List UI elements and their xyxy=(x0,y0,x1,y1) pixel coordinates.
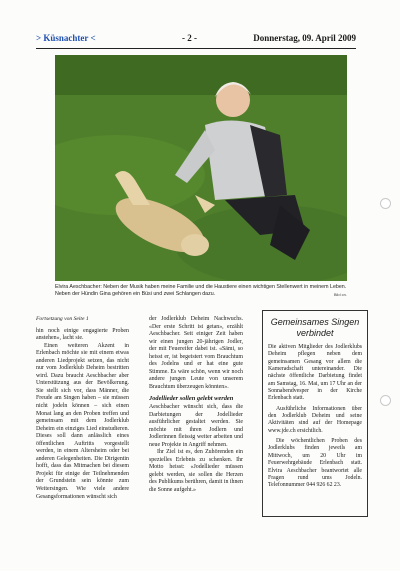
article-paragraph: der Jodlerklub Deheim Nachwuchs. «Der erste Schritt ist getan», erzählt Aeschbacher. Seit einiger Zeit haben wir einen jungen 20-jährigen Jodler, der mit Feuereifer dabei ist. «Sämi, so heisst er, ist begeistert vom Brauchtum des Jodelns und er hat eine gute Stimme. Es wäre schön, wenn wir noch andere jungen Leute von unserem Brauchtum überzeugen könnten». xyxy=(149,316,243,390)
info-box-paragraph: Die aktiven Mitglieder des Jodlerklubs Deheim pflegen neben dem gemeinsamen Gesang vor allem die Kameradschaft untereinander. Die nächste öffentliche Darbietung findet am Samstag, 16. Mai, um 17 Uhr an der Sonnabendvesper in der Kirche Erlenbach statt. xyxy=(268,344,362,402)
info-box-paragraph: Die wöchentlichen Proben des Jodlerklubs finden jeweils am Mittwoch, um 20 Uhr im Feuerwehrgebäude Erlenbach statt. Elvira Aeschbacher beantwortet alle Fragen rund ums Jodeln. Telefonnummer 044 926 62 23. xyxy=(268,438,362,489)
article-photo xyxy=(55,55,347,281)
photo-credit: Bild cn. xyxy=(333,292,347,297)
article-paragraph: Ihr Ziel ist es, den Zuhörenden ein spezielles Erlebnis zu schenken. Ihr Motto heisst: «Jodellieder müssen gelebt werden, sie sollen die Herzen des Publikums berühren, damit in ihnen die Sonne aufgeht.» xyxy=(149,449,243,494)
info-box xyxy=(262,310,368,517)
section-name: > Küsnachter < xyxy=(36,33,96,43)
article-paragraph: Aeschbacher wünscht sich, dass die Darbietungen der Jodellieder ausführlicher gestaltet werden. Sie möchte mit ihren Jodlern und Jodlerinnen fleissig weiter arbeiten und neue Projekte in Angriff nehmen. xyxy=(149,404,243,448)
article-column-1 xyxy=(36,316,129,501)
article-subheading: Jodellieder sollen gelebt werden xyxy=(149,395,234,403)
article-column-2 xyxy=(149,316,243,495)
header-rule xyxy=(36,48,356,49)
punch-hole xyxy=(380,395,391,406)
article-paragraph: hin noch einige engagierte Proben anstehen», lacht sie. xyxy=(36,327,129,342)
article-paragraph: Einen weiteren Akzent in Erlenbach möchte sie mit einem etwas anderen Liedprojekt setzen, das nicht nur vom Jodlerklub Deheim bestritten wird. Dazu braucht Aeschbacher aber Unterstützung aus der Bevölkerung. Sie stellt sich vor, dass Männer, die Freude am Singen haben – sie müssen nicht jodeln können – sich einen Monat lang an den Proben treffen und gemeinsam mit dem Jodlerklub Deheim ein einziges Lied einstudieren. Dieses soll dann anlässlich eines öffentlichen Auftritts vorgestellt werden, in einem Altersheim oder bei anderen Gelegenheiten. Die Dirigentin hofft, dass das Mitmachen bei diesem Projekt für einige der Teilnehmenden der Grundstein sein könnte zum Weitersingen. Wie viele andere Gesangsformationen wünscht sich xyxy=(36,342,129,500)
issue-date: Donnerstag, 09. April 2009 xyxy=(253,33,356,43)
continuation-note: Fortsetzung von Seite 1 xyxy=(36,316,89,322)
info-box-paragraph: Ausführliche Informationen über den Jodlerklub Deheim und seine Aktivitäten sind auf der Homepage www.jde.ch ersichtlich. xyxy=(268,405,362,434)
page-header xyxy=(36,33,356,47)
punch-hole xyxy=(380,198,391,209)
photo-illustration xyxy=(55,55,347,281)
photo-caption: Elvira Aeschbacher: Neben der Musik haben meine Familie und die Haustiere einen wichtigen Stellenwert in meinem Leben. Neben der Hündin Gina gehören ein Büsi und zwei Schlangen dazu. xyxy=(55,284,347,298)
info-box-title: Gemeinsames Singen verbindet xyxy=(270,317,360,338)
page-number: - 2 - xyxy=(182,33,197,43)
